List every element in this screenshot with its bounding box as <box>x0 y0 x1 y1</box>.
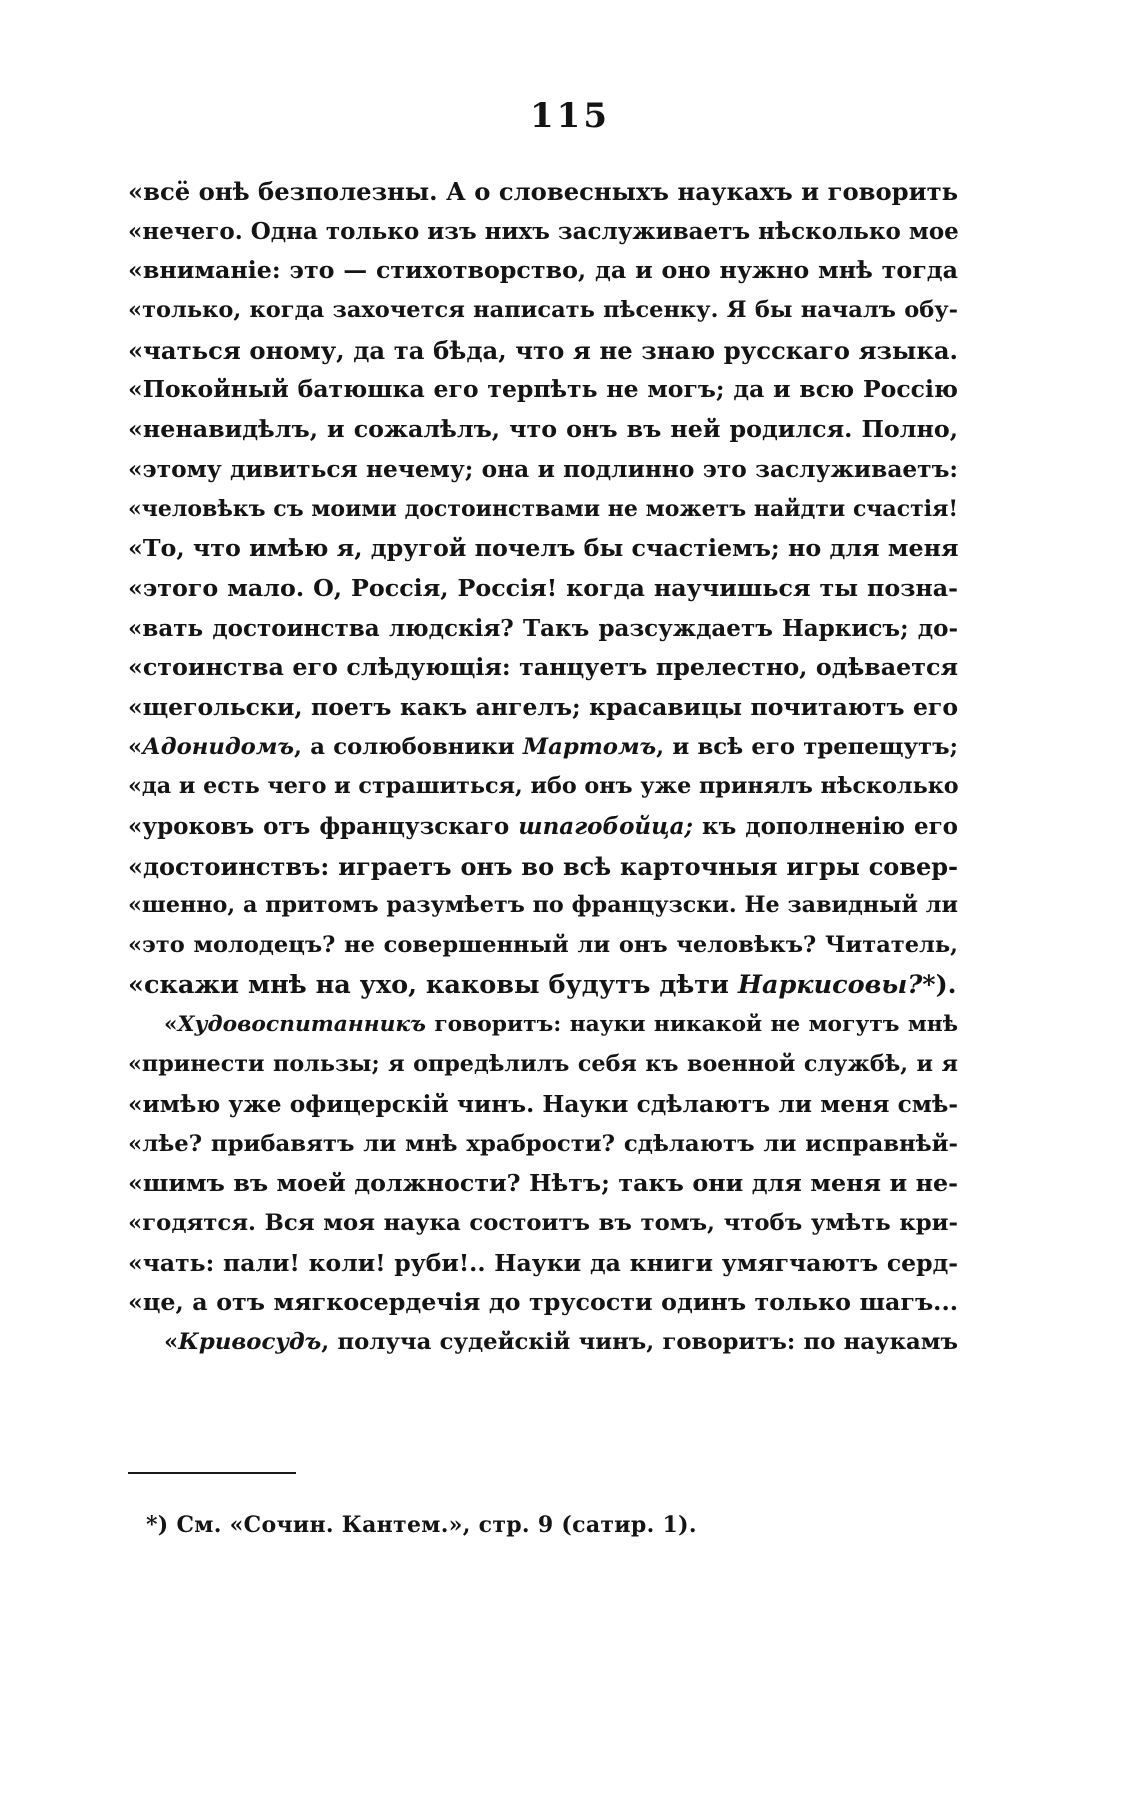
italic-name: Кривосудъ <box>178 1328 322 1355</box>
text-line: «чаться оному, да та бѣда, что я не знаю русскаго языка. <box>128 335 958 365</box>
page-number: 115 <box>530 96 610 136</box>
text-line: «лѣе? прибавятъ ли мнѣ храбрости? сдѣлаютъ ли исправнѣй- <box>128 1130 958 1157</box>
italic-name: Наркисовы? <box>737 969 923 1000</box>
text-line: «нечего. Одна только изъ нихъ заслуживаетъ нѣсколько мое <box>128 217 959 245</box>
text-line: «да и есть чего и страшиться, ибо онъ уже принялъ нѣсколько <box>128 773 959 800</box>
footnote: *) См. «Сочин. Кантем.», стр. 9 (сатир. 1). <box>146 1512 697 1538</box>
text-line: «этого мало. О, Россія, Россія! когда научишься ты позна- <box>128 573 958 602</box>
italic-name: Мартомъ <box>522 733 657 760</box>
text-line: «вниманіе: это — стихотворство, да и оно нужно мнѣ тогда <box>128 256 958 285</box>
text-line: «ненавидѣлъ, и сожалѣлъ, что онъ въ ней родился. Полно, <box>128 415 958 444</box>
text-line: «Покойный батюшка его терпѣть не могъ; да и всю Россію <box>128 375 958 404</box>
text-line: «шенно, а притомъ разумѣетъ по французски. Не завидный ли <box>128 892 958 919</box>
text-line: «годятся. Вся моя наука состоитъ въ томъ, чтобъ умѣть кри- <box>128 1209 958 1236</box>
footnote-marker: *). <box>922 969 957 1000</box>
text-line: «всё онѣ безполезны. А о словесныхъ наукахъ и говорить <box>128 177 959 206</box>
text-line: «имѣю уже офицерскій чинъ. Науки сдѣлаютъ ли меня смѣ- <box>128 1090 958 1118</box>
text-line: «принести пользы; я опредѣлилъ себя къ военной службѣ, и я <box>128 1051 958 1078</box>
text-line: «То, что имѣю я, другой почелъ бы счастіемъ; но для меня <box>128 534 959 563</box>
footnote-rule <box>128 1472 296 1474</box>
text-line: «щегольски, поетъ какъ ангелъ; красавицы почитаютъ его <box>128 692 958 721</box>
italic-name: Худовоспитанникъ <box>177 1012 426 1038</box>
text-line: «вать достоинства людскія? Такъ разсуждаетъ Наркисъ; до- <box>128 614 958 642</box>
text-line: «Кривосудъ, получа судейскій чинъ, говоритъ: по наукамъ <box>164 1328 958 1355</box>
text-line: «это молодецъ? не совершенный ли онъ человѣкъ? Читатель, <box>128 932 958 959</box>
text-line: «чать: пали! коли! руби!.. Науки да книги умягчаютъ серд- <box>128 1248 958 1277</box>
italic-word: шпагобойца; <box>518 813 694 840</box>
text-line: «достоинствъ: играетъ онъ во всѣ карточныя игры совер- <box>128 851 958 881</box>
text-line: «только, когда захочется написать пѣсенку. Я бы началъ обу- <box>128 297 958 324</box>
text-line: «Адонидомъ, а солюбовники Мартомъ, и всѣ его трепещутъ; <box>128 733 958 760</box>
text-line: «шимъ въ моей должности? Нѣтъ; такъ они для меня и не- <box>128 1169 958 1198</box>
text-line: «скажи мнѣ на ухо, каковы будутъ дѣти Наркисовы?*). <box>128 969 957 1000</box>
text-line: «це, а отъ мягкосердечія до трусости одинъ только шагъ... <box>128 1288 958 1317</box>
text-line: «уроковъ отъ французскаго шпагобойца; къ дополненію его <box>128 813 959 840</box>
text-line: «стоинства его слѣдующія: танцуетъ прелестно, одѣвается <box>128 653 958 682</box>
text-line: «человѣкъ съ моими достоинствами не можетъ найдти счастія! <box>128 495 958 522</box>
italic-name: Адонидомъ <box>142 733 295 760</box>
body-text <box>128 172 958 1363</box>
text-line: «Худовоспитанникъ говоритъ: науки никакой не могутъ мнѣ <box>164 1012 958 1038</box>
text-line: «этому дивиться нечему; она и подлинно это заслуживаетъ: <box>128 455 958 483</box>
